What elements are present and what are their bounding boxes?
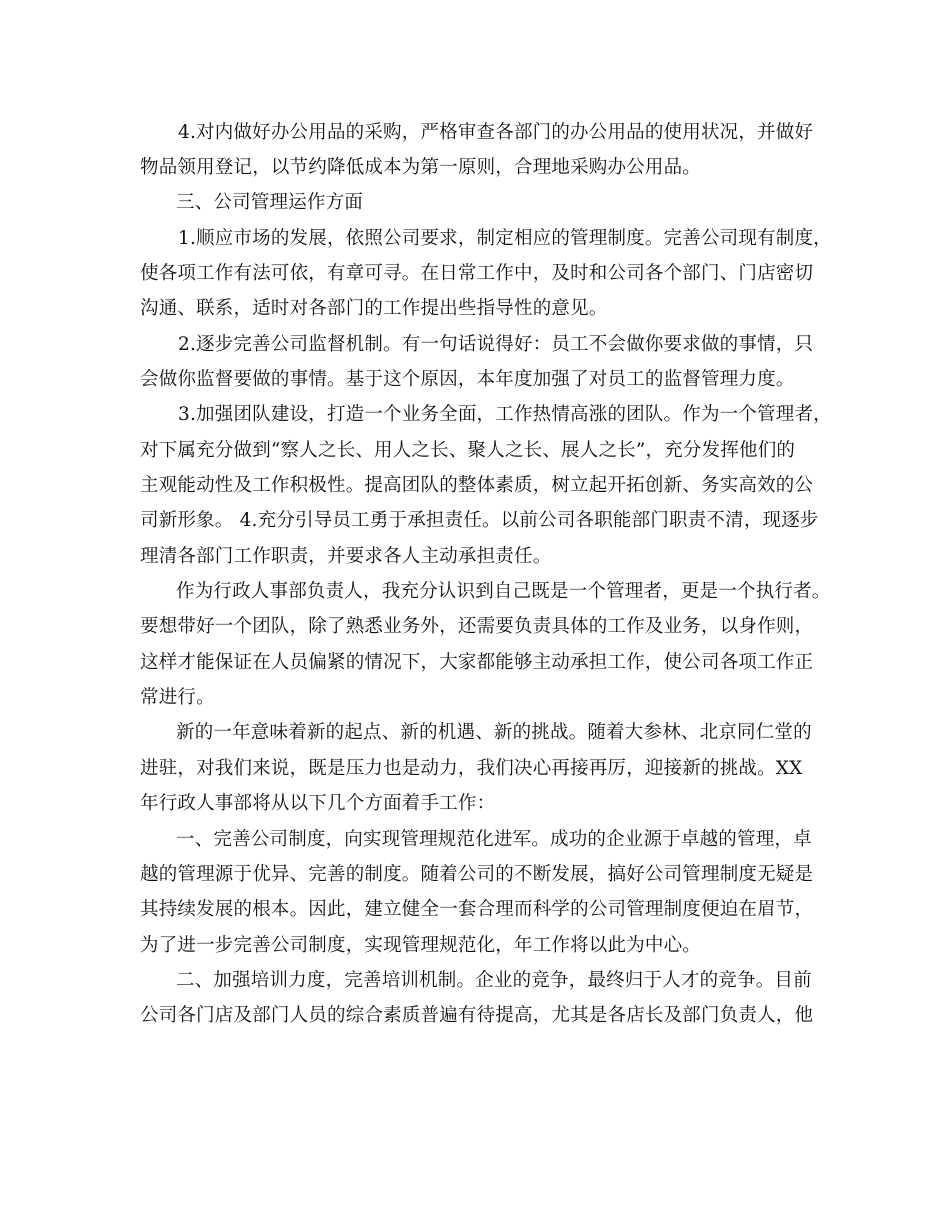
text-line-10: 对下属充分做到“察人之长、用人之长、聚人之长、展人之长”，充分发挥他们的 <box>140 440 796 461</box>
text-line-17: 常进行。 <box>140 687 215 708</box>
text-line-11: 主观能动性及工作积极性。提高团队的整体素质，树立起开拓创新、务实高效的公 <box>140 475 814 496</box>
text-line-13: 理清各部门工作职责，并要求各人主动承担责任。 <box>140 546 552 567</box>
text-line-23: 其持续发展的根本。因此，建立健全一套合理而科学的公司管理制度便迫在眉节， <box>140 899 814 920</box>
text-line-4: 1.顺应市场的发展，依照公司要求，制定相应的管理制度。完善公司现有制度， <box>178 228 832 249</box>
text-line-7: 2.逐步完善公司监督机制。有一句话说得好：员工不会做你要求做的事情，只 <box>178 334 814 355</box>
text-line-24: 为了进一步完善公司制度，实现管理规范化，年工作将以此为中心。 <box>140 935 702 956</box>
section-heading-management: 三、公司管理运作方面 <box>176 192 364 213</box>
text-line-16: 这样才能保证在人员偏紧的情况下，大家都能够主动承担工作，使公司各项工作正 <box>140 652 814 673</box>
text-line-8: 会做你监督要做的事情。基于这个原因，本年度加强了对员工的监督管理力度。 <box>140 369 795 390</box>
text-line-25: 二、加强培训力度，完善培训机制。企业的竞争，最终归于人才的竞争。目前 <box>176 970 812 991</box>
text-line-22: 越的管理源于优异、完善的制度。随着公司的不断发展，搞好公司管理制度无疑是 <box>140 864 814 885</box>
text-line-18: 新的一年意味着新的起点、新的机遇、新的挑战。随着大参林、北京同仁堂的 <box>176 722 812 743</box>
text-line-12: 司新形象。 4.充分引导员工勇于承担责任。以前公司各职能部门职责不清，现逐步 <box>140 510 819 531</box>
text-line-26: 公司各门店及部门人员的综合素质普遍有待提高，尤其是各店长及部门负责人，他 <box>140 1005 814 1026</box>
text-line-1: 4.对内做好办公用品的采购，严格审查各部门的办公用品的使用状况，并做好 <box>178 122 814 143</box>
text-line-21: 一、完善公司制度，向实现管理规范化进军。成功的企业源于卓越的管理，卓 <box>176 829 812 850</box>
text-line-6: 沟通、联系，适时对各部门的工作提出些指导性的意见。 <box>140 298 608 319</box>
text-line-14: 作为行政人事部负责人，我充分认识到自己既是一个管理者，更是一个执行者。 <box>176 581 831 602</box>
text-line-20: 年行政人事部将从以下几个方面着手工作： <box>140 793 496 814</box>
text-line-9: 3.加强团队建设，打造一个业务全面，工作热情高涨的团队。作为一个管理者， <box>178 404 832 425</box>
text-line-2: 物品领用登记，以节约降低成本为第一原则，合理地采购办公用品。 <box>140 157 702 178</box>
text-line-19: 进驻，对我们来说，既是压力也是动力，我们决心再接再厉，迎接新的挑战。XX <box>140 758 803 779</box>
text-line-15: 要想带好一个团队，除了熟悉业务外，还需要负责具体的工作及业务，以身作则， <box>140 616 814 637</box>
text-line-5: 使各项工作有法可依，有章可寻。在日常工作中，及时和公司各个部门、门店密切 <box>140 263 814 284</box>
